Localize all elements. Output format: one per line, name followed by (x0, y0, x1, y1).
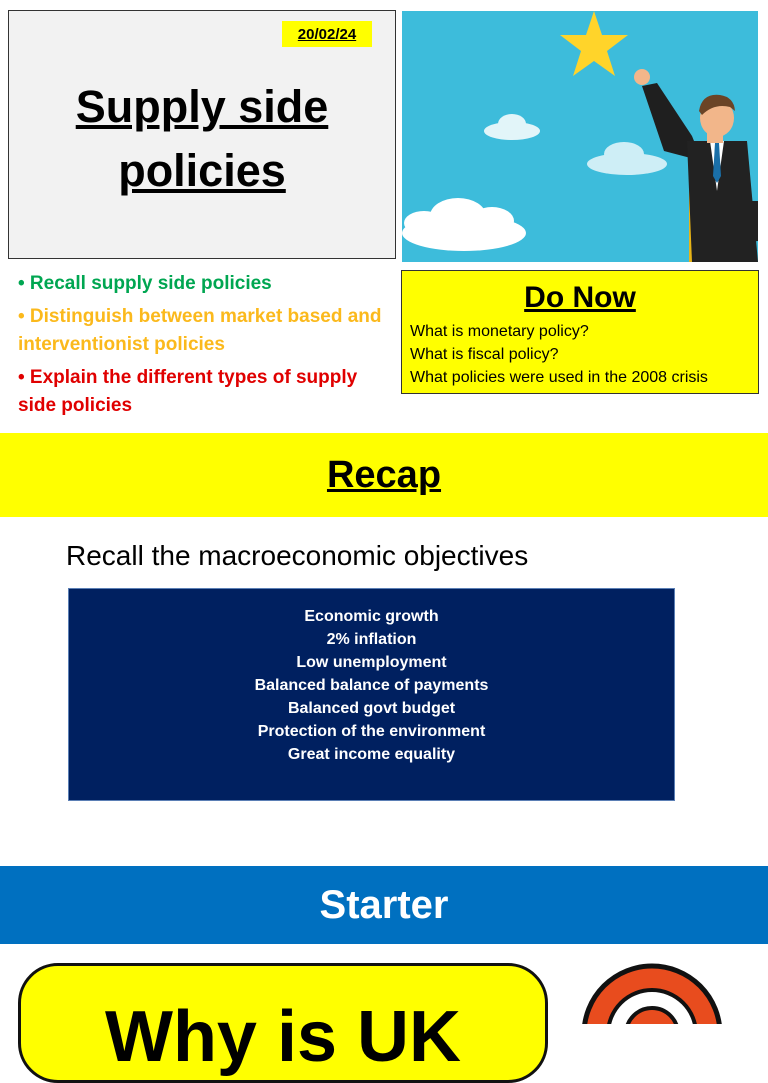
do-now-question: What is monetary policy? (410, 323, 589, 340)
hero-illustration (402, 11, 758, 262)
do-now-question: What policies were used in the 2008 crisis (410, 369, 708, 386)
list-item: Low unemployment (296, 654, 447, 671)
starter-title: Starter (319, 882, 449, 927)
recap-title: Recap (326, 453, 442, 496)
list-item: Balanced balance of payments (254, 677, 489, 694)
list-item: 2% inflation (326, 631, 417, 648)
cloud-icon (587, 142, 667, 175)
page-title (8, 75, 396, 203)
cloud-icon (402, 198, 526, 251)
cloud-icon (484, 114, 540, 140)
title-line-2: policies (118, 145, 286, 196)
objective-distinguish: • Distinguish between market based and interventionist policies (18, 306, 382, 355)
macro-objectives-box (68, 588, 675, 801)
question-bubble (18, 963, 548, 1083)
objective-explain: • Explain the different types of supply side policies (18, 367, 358, 416)
do-now-question: What is fiscal policy? (410, 346, 559, 363)
list-item: Balanced govt budget (287, 700, 456, 717)
recap-banner (0, 433, 768, 517)
list-item: Great income equality (287, 746, 456, 763)
question-text: Why is UK (104, 997, 462, 1077)
title-line-1: Supply side (75, 81, 329, 132)
learning-objectives (18, 270, 388, 425)
starter-banner (0, 866, 768, 944)
list-item: Protection of the environment (257, 723, 486, 740)
do-now-title: Do Now (524, 281, 636, 314)
objective-recall: • Recall supply side policies (18, 273, 272, 294)
recall-prompt: Recall the macroeconomic objectives (66, 540, 529, 571)
star-icon (560, 11, 628, 76)
date-label: 20/02/24 (282, 21, 372, 47)
target-icon (580, 962, 730, 1024)
list-item: Economic growth (304, 608, 439, 625)
do-now-box (401, 270, 759, 394)
